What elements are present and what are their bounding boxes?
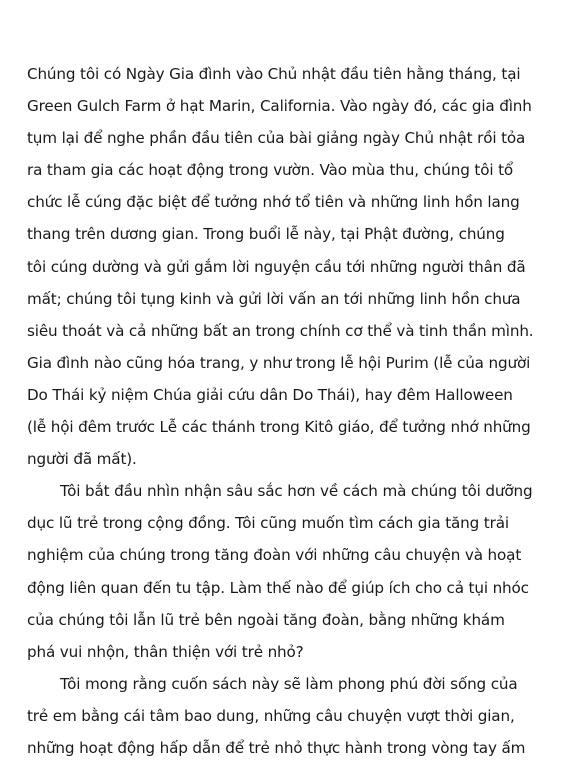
text-line: động liên quan đến tu tập. Làm thế nào để giúp ích cho cả tụi nhóc xyxy=(27,578,529,597)
text-line: Do Thái kỷ niệm Chúa giải cứu dân Do Thái), hay đêm Halloween xyxy=(27,385,513,404)
text-line: (lễ hội đêm trước Lễ các thánh trong Kitô giáo, để tưởng nhớ những xyxy=(27,418,531,437)
text-line: mất; chúng tôi tụng kinh và gửi lời vấn an tới những linh hồn chưa xyxy=(27,289,521,308)
text-line: siêu thoát và cả những bất an trong chính cơ thể và tinh thần mình. xyxy=(27,321,534,340)
text-line: Tôi mong rằng cuốn sách này sẽ làm phong phú đời sống của xyxy=(60,674,518,693)
text-line: người đã mất). xyxy=(27,450,137,469)
text-line: tôi cúng dường và gửi gắm lời nguyện cầu tới những người thân đã xyxy=(27,257,526,276)
text-line: nghiệm của chúng trong tăng đoàn với những câu chuyện và hoạt xyxy=(27,546,522,565)
text-line: ra tham gia các hoạt động trong vườn. Vào mùa thu, chúng tôi tổ xyxy=(27,161,514,180)
text-line: phá vui nhộn, thân thiện với trẻ nhỏ? xyxy=(27,642,304,661)
text-line: dục lũ trẻ trong cộng đồng. Tôi cũng muốn tìm cách gia tăng trải xyxy=(27,514,509,533)
text-line: trẻ em bằng cái tâm bao dung, những câu chuyện vượt thời gian, xyxy=(27,706,515,725)
text-line: thang trên dương gian. Trong buổi lễ này, tại Phật đường, chúng xyxy=(27,225,505,244)
text-line: tụm lại để nghe phần đầu tiên của bài giảng ngày Chủ nhật rồi tỏa xyxy=(27,129,526,148)
paragraph-book-hope xyxy=(27,668,557,764)
text-line: chức lễ cúng đặc biệt để tưởng nhớ tổ tiên và những linh hồn lang xyxy=(27,193,520,212)
text-line: của chúng tôi lẫn lũ trẻ bên ngoài tăng đoàn, bằng những khám xyxy=(27,610,505,629)
text-line: những hoạt động hấp dẫn để trẻ nhỏ thực hành trong vòng tay ấm xyxy=(27,738,526,757)
body-text xyxy=(27,58,557,764)
text-line: Gia đình nào cũng hóa trang, y như trong lễ hội Purim (lễ của người xyxy=(27,353,531,372)
text-line: Green Gulch Farm ở hạt Marin, California. Vào ngày đó, các gia đình xyxy=(27,97,532,116)
paragraph-nurturing-children xyxy=(27,475,557,668)
text-line: Chúng tôi có Ngày Gia đình vào Chủ nhật đầu tiên hằng tháng, tại xyxy=(27,65,521,83)
text-line: Tôi bắt đầu nhìn nhận sâu sắc hơn về cách mà chúng tôi dưỡng xyxy=(60,482,533,501)
paragraph-family-day xyxy=(27,58,557,475)
